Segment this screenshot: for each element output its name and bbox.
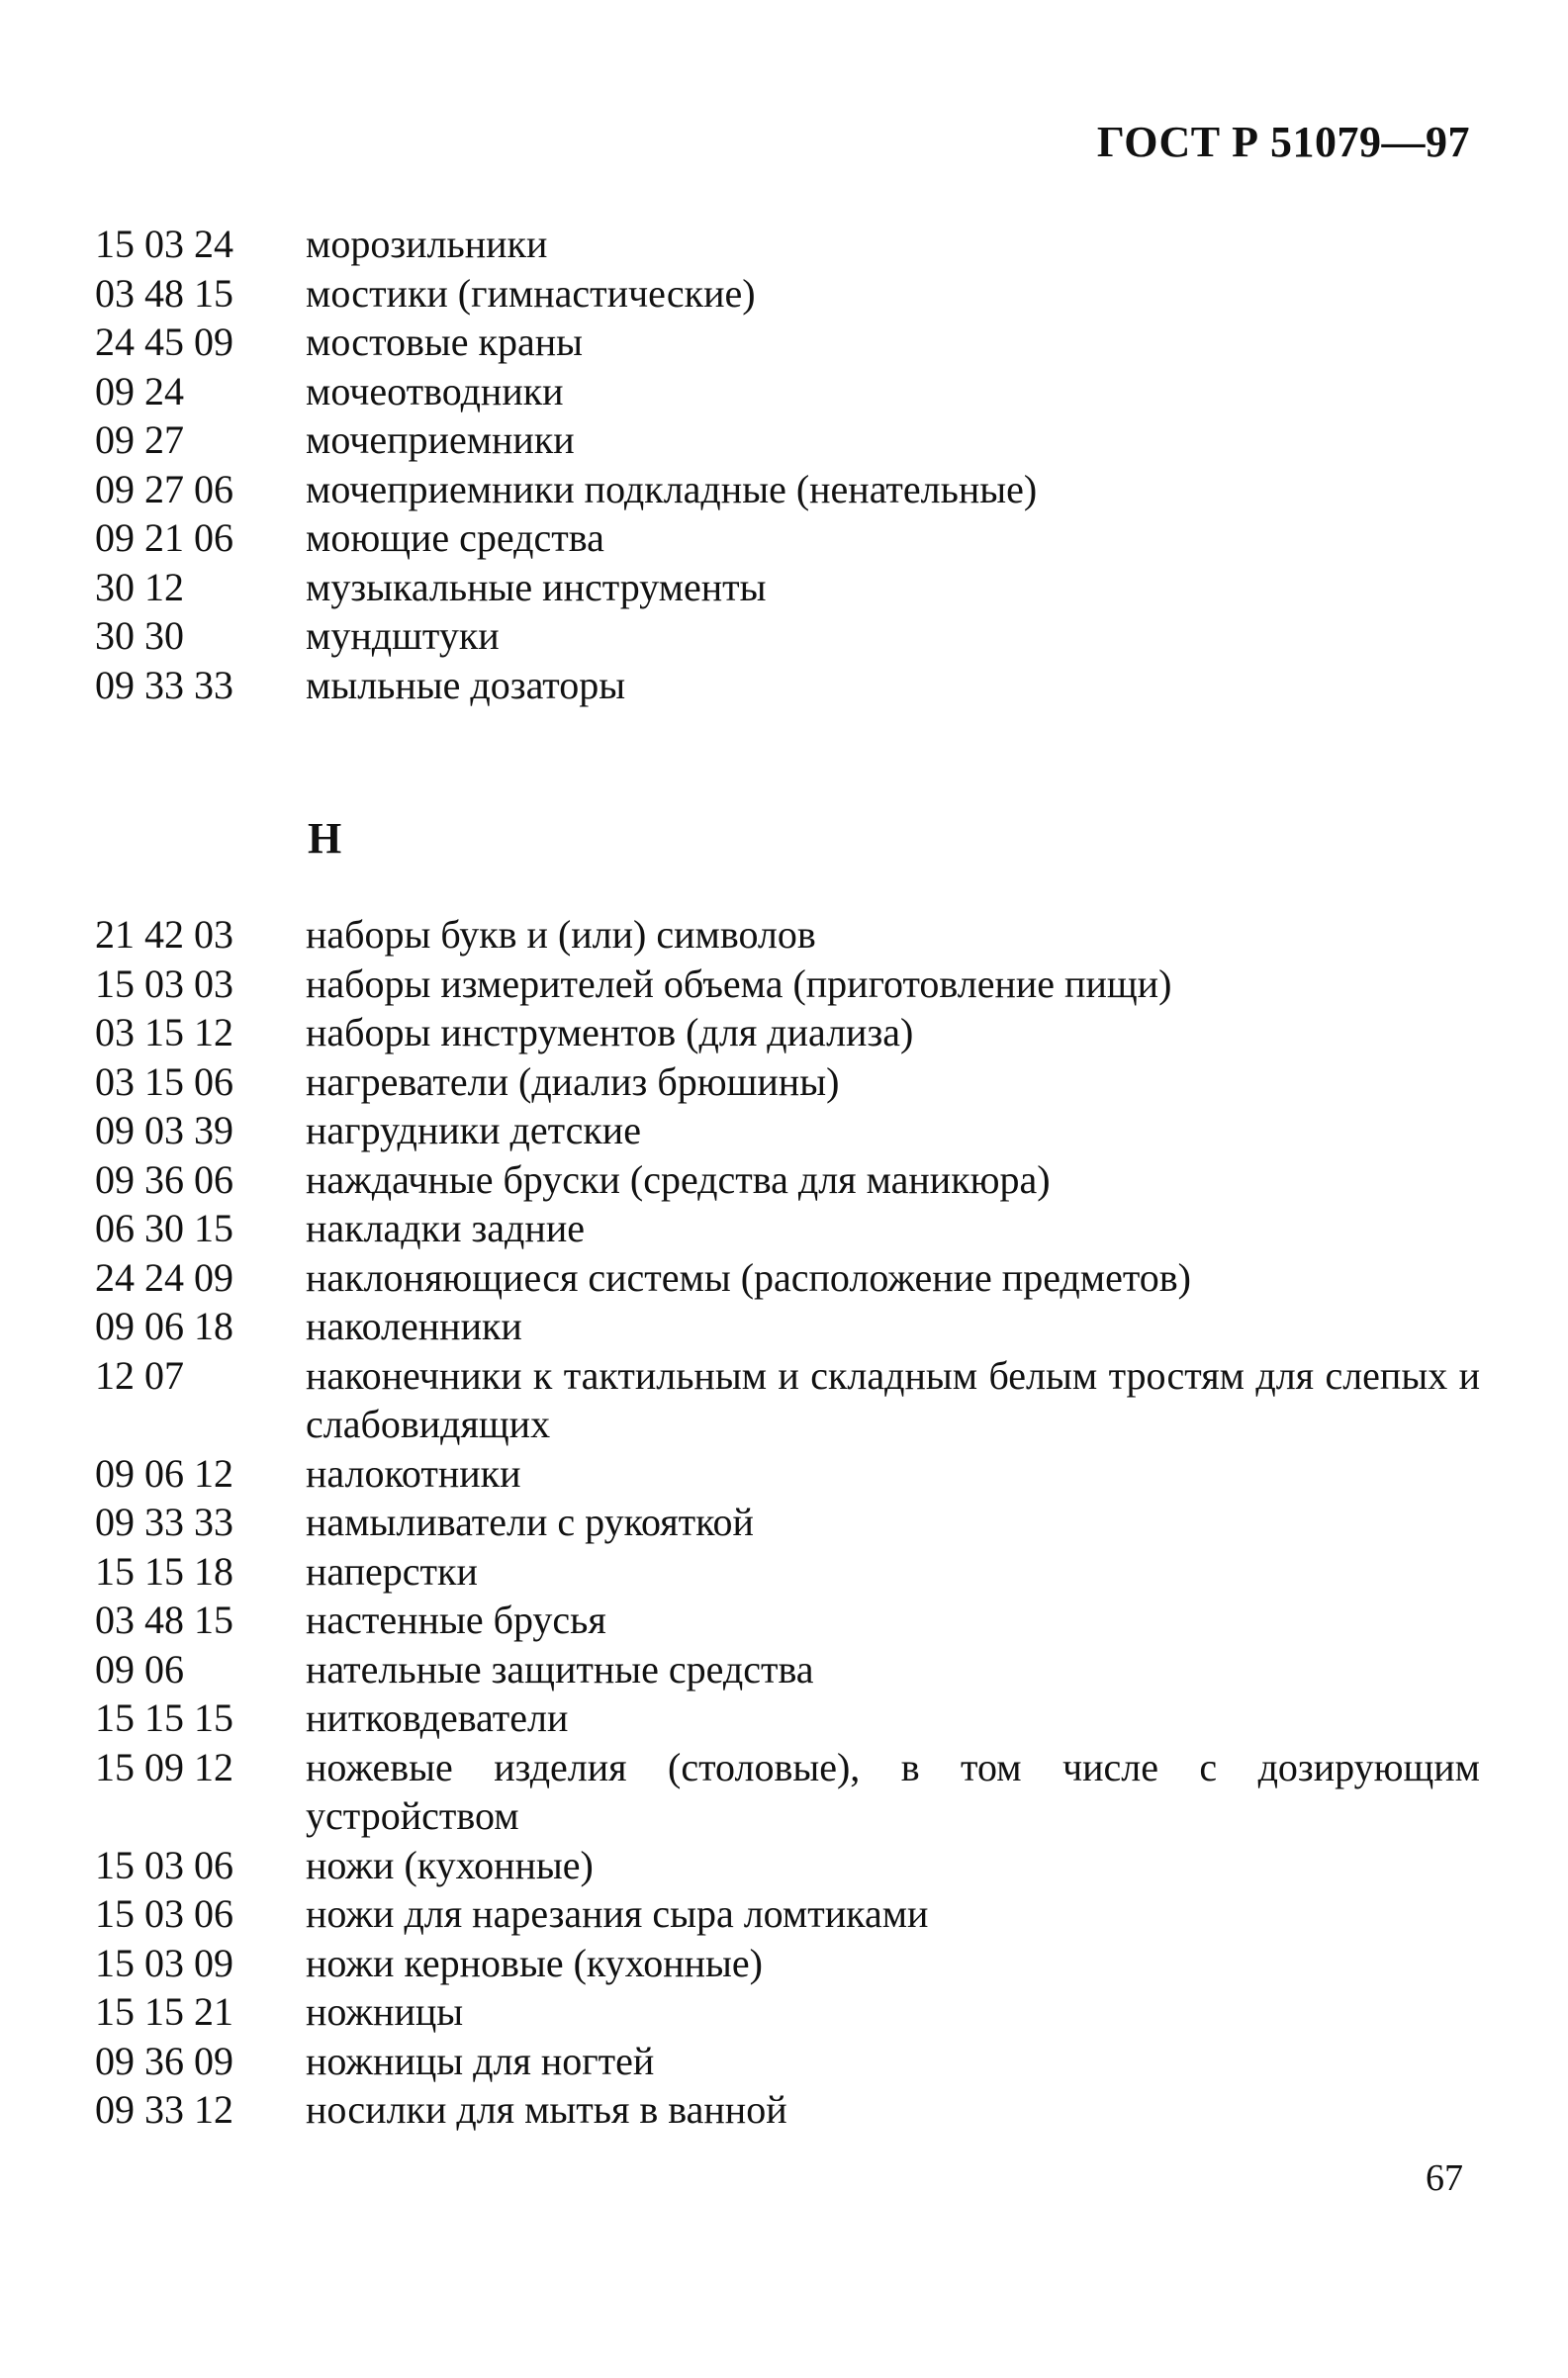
entry-term: настенные брусья <box>306 1598 606 1642</box>
entry-code: 12 07 <box>95 1352 184 1398</box>
entry-term: нагрудники детские <box>306 1108 641 1152</box>
entry-code: 15 03 24 <box>95 222 233 266</box>
entry-code: 09 36 09 <box>95 2038 233 2083</box>
entry-code: 15 03 03 <box>95 960 233 1006</box>
entry-code: 06 30 15 <box>95 1206 233 1250</box>
entry-code: 03 48 15 <box>95 270 233 316</box>
list-item <box>95 1204 1480 1253</box>
list-item <box>95 465 1480 514</box>
entry-code: 15 15 18 <box>95 1548 233 1594</box>
entry-term: наклоняющиеся системы (расположение предметов) <box>306 1254 1191 1300</box>
list-item <box>95 1645 1480 1694</box>
entry-code: 15 09 12 <box>95 1744 233 1789</box>
entry-code: 09 24 <box>95 368 184 413</box>
list-item <box>95 1889 1480 1939</box>
list-item <box>95 1547 1480 1597</box>
list-item <box>95 1106 1480 1155</box>
entry-term: мочеотводники <box>306 368 564 413</box>
entry-term: ножницы для ногтей <box>306 2038 655 2083</box>
entry-code: 24 45 09 <box>95 320 233 364</box>
entry-code: 15 15 21 <box>95 1989 233 2034</box>
list-item <box>95 611 1480 661</box>
list-item <box>95 1155 1480 1205</box>
entry-term: ножи керновые (кухонные) <box>306 1940 763 1985</box>
list-item <box>95 1987 1480 2037</box>
entry-code: 09 33 12 <box>95 2087 233 2132</box>
list-item <box>95 269 1480 319</box>
list-item <box>95 960 1480 1009</box>
page-number: 67 <box>1426 2157 1463 2199</box>
entry-term: нательные защитные средства <box>306 1646 814 1692</box>
entry-code: 09 33 33 <box>95 662 233 707</box>
entry-term: наборы измерителей объема (приготовление пищи) <box>306 960 1172 1006</box>
list-item <box>95 1693 1480 1743</box>
entry-code: 09 06 <box>95 1646 184 1692</box>
list-item <box>95 1449 1480 1499</box>
entry-code: 09 21 06 <box>95 515 233 560</box>
entry-code: 03 15 06 <box>95 1058 233 1104</box>
entry-term: моющие средства <box>306 515 604 560</box>
section-letter-heading: Н <box>308 814 342 863</box>
entry-term: ножницы <box>306 1989 464 2034</box>
entry-code: 09 27 06 <box>95 466 233 511</box>
entry-code: 21 42 03 <box>95 912 233 957</box>
list-item <box>95 1498 1480 1547</box>
entry-code: 03 48 15 <box>95 1598 233 1642</box>
list-item <box>95 367 1480 416</box>
entry-term: наждачные бруски (средства для маникюра) <box>306 1156 1051 1202</box>
entry-term: накладки задние <box>306 1206 585 1250</box>
entry-code: 30 12 <box>95 564 184 609</box>
list-item <box>95 1253 1480 1303</box>
entry-term: наперстки <box>306 1548 478 1594</box>
list-item <box>95 220 1480 269</box>
entry-code: 15 15 15 <box>95 1695 233 1740</box>
entry-code: 15 03 06 <box>95 1891 233 1936</box>
list-item <box>95 415 1480 465</box>
entry-code: 15 03 09 <box>95 1940 233 1985</box>
entry-code: 15 03 06 <box>95 1842 233 1887</box>
list-item <box>95 1841 1480 1890</box>
list-item <box>95 661 1480 710</box>
entry-code: 09 27 <box>95 417 184 462</box>
entry-term: намыливатели с рукояткой <box>306 1500 754 1544</box>
entry-term: мыльные дозаторы <box>306 662 626 707</box>
entry-term: нитковдеватели <box>306 1695 569 1740</box>
entry-term: мостики (гимнастические) <box>306 270 756 316</box>
entry-term: мочеприемники <box>306 417 575 462</box>
entry-term: нагреватели (диализ брюшины) <box>306 1058 840 1104</box>
entry-code: 09 36 06 <box>95 1156 233 1202</box>
entry-code: 09 33 33 <box>95 1500 233 1544</box>
term-list-after <box>95 910 1480 2135</box>
list-item <box>95 318 1480 367</box>
entry-term: носилки для мытья в ванной <box>306 2087 787 2132</box>
term-list-before <box>95 220 1480 709</box>
entry-term: музыкальные инструменты <box>306 564 767 609</box>
entry-code: 09 06 12 <box>95 1450 233 1496</box>
list-item <box>95 513 1480 563</box>
entry-term: мочеприемники подкладные (ненательные) <box>306 466 1038 511</box>
entry-term: мундштуки <box>306 613 500 658</box>
entry-term: ножевые изделия (столовые), в том числе с дозирующим устройством <box>306 1744 1480 1838</box>
entry-term: наборы букв и (или) символов <box>306 912 816 957</box>
entry-term: наколенники <box>306 1304 522 1348</box>
list-item <box>95 563 1480 612</box>
list-item <box>95 1302 1480 1351</box>
list-item <box>95 2037 1480 2086</box>
entry-term: ножи для нарезания сыра ломтиками <box>306 1891 929 1936</box>
list-item <box>95 1939 1480 1988</box>
entry-term: ножи (кухонные) <box>306 1842 594 1887</box>
entry-code: 30 30 <box>95 613 184 658</box>
list-item <box>95 1596 1480 1645</box>
list-item <box>95 910 1480 960</box>
entry-term: мостовые краны <box>306 320 583 364</box>
list-item <box>95 1743 1480 1841</box>
list-item <box>95 1351 1480 1449</box>
list-item <box>95 2085 1480 2135</box>
entry-term: налокотники <box>306 1450 521 1496</box>
entry-term: морозильники <box>306 222 548 266</box>
document-header: ГОСТ Р 51079—97 <box>1096 118 1470 166</box>
entry-code: 24 24 09 <box>95 1254 233 1300</box>
entry-term: наборы инструментов (для диализа) <box>306 1010 914 1054</box>
entry-code: 09 06 18 <box>95 1304 233 1348</box>
entry-code: 09 03 39 <box>95 1108 233 1152</box>
entry-term: наконечники к тактильным и складным белым тростям для слепых и слабовидящих <box>306 1352 1480 1446</box>
list-item <box>95 1057 1480 1107</box>
list-item <box>95 1008 1480 1057</box>
entry-code: 03 15 12 <box>95 1010 233 1054</box>
